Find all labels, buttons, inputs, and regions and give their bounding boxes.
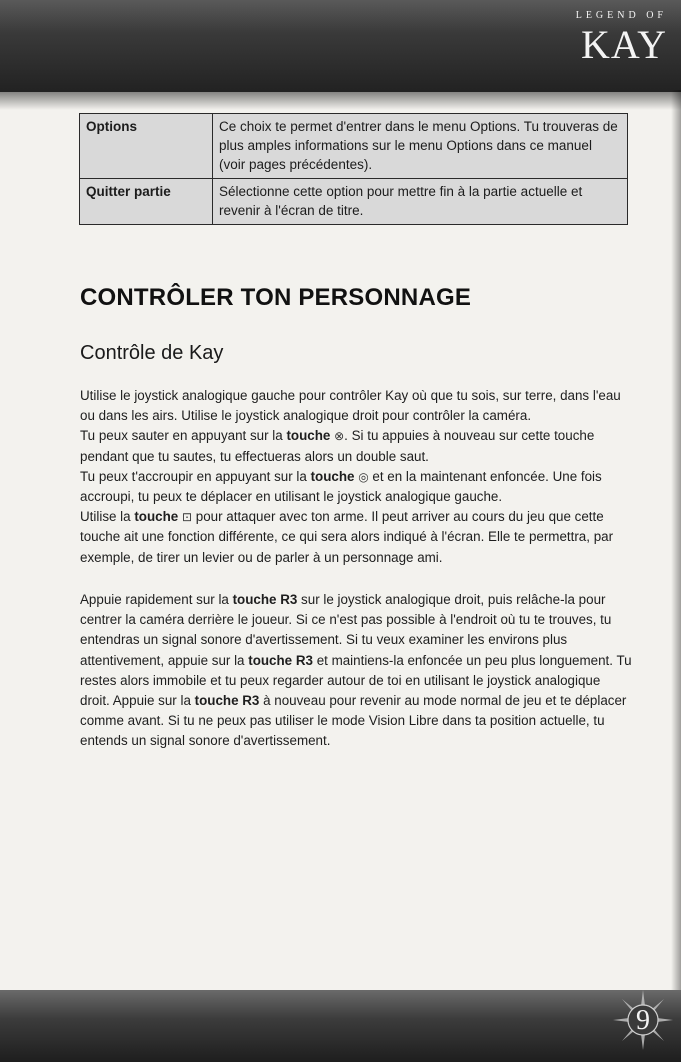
text-run: à nouveau pour revenir au mode normal de jeu et te déplacer comme avant. Si tu ne peux pas utiliser le mode Vision Libre dans ta position actuelle, tu entends un signal sonore d'avertissement. [80,693,627,749]
subsection-title: Contrôle de Kay [80,342,224,364]
text-run: . Si tu appuies à nouveau sur cette touche pendant que tu sautes, tu effectueras alors un double saut. [80,428,595,464]
text-run: Utilise la [80,509,135,525]
table-row [80,179,628,225]
text-run: Tu peux sauter en appuyant sur la [80,428,287,444]
key-label: touche [134,509,179,525]
option-label: Quitter partie [80,179,213,225]
logo-title: KAY [581,22,667,67]
circle-button-icon: ◎ [358,469,369,484]
text-run: Utilise le joystick analogique gauche pour contrôler Kay où que tu sois, sur terre, dans l'eau ou dans les airs. Utilise le joystick analogique droit pour contrôler la caméra. [80,388,621,424]
key-label: touche [310,468,355,484]
section-title: CONTRÔLER TON PERSONNAGE [80,284,472,311]
game-logo [576,10,667,65]
key-label: touche R3 [194,693,260,709]
text-run: Appuie rapidement sur la [80,592,233,607]
table-row [80,114,628,179]
text-run: Tu peux t'accroupir en appuyant sur la [80,468,311,484]
key-label: touche R3 [232,592,298,607]
key-label: touche [286,428,331,444]
controls-paragraph [80,386,632,568]
option-description: Sélectionne cette option pour mettre fin à la partie actuelle et revenir à l'écran de titre. [213,179,628,225]
option-description: Ce choix te permet d'entrer dans le menu Options. Tu trouveras de plus amples informations sur le menu Options dans ce manuel (voir pages précédentes). [213,114,628,179]
option-label: Options [80,114,213,179]
logo-small-text: LEGEND OF [575,10,667,21]
page-number: 9 [636,1005,650,1036]
page-edge-shadow [671,90,681,990]
text-run: pour attaquer avec ton arme. Il peut arriver au cours du jeu que cette touche ait une fonction différente, ce qui sera alors indiqué à l'écran. Elle te permettra, par exemple, de tirer un levier ou de parler à un personnage ami. [80,509,614,565]
header-band [0,0,681,92]
footer-band [0,990,681,1062]
camera-paragraph [80,590,632,752]
square-button-icon: ⊡ [181,510,193,525]
text-run: et maintiens-la enfoncée un peu plus longuement. Tu restes alors immobile et tu peux regarder autour de toi en utilisant le joystick analogique droit. Appuie sur la [80,652,632,709]
text-run: et en la maintenant enfoncée. Une fois accroupi, tu peux te déplacer en utilisant le joystick analogique gauche. [80,468,602,505]
cross-button-icon: ⊗ [334,429,345,444]
text-run: sur le joystick analogique droit, puis relâche-la pour centrer la caméra derrière le joueur. Si ce n'est pas possible à l'endroit où tu te trouves, tu entendras un signal sonore d'avertissement. Si tu veux examiner les environs plus attentivement, appuie sur la [80,592,612,668]
options-table [79,113,628,225]
key-label: touche R3 [248,652,313,668]
